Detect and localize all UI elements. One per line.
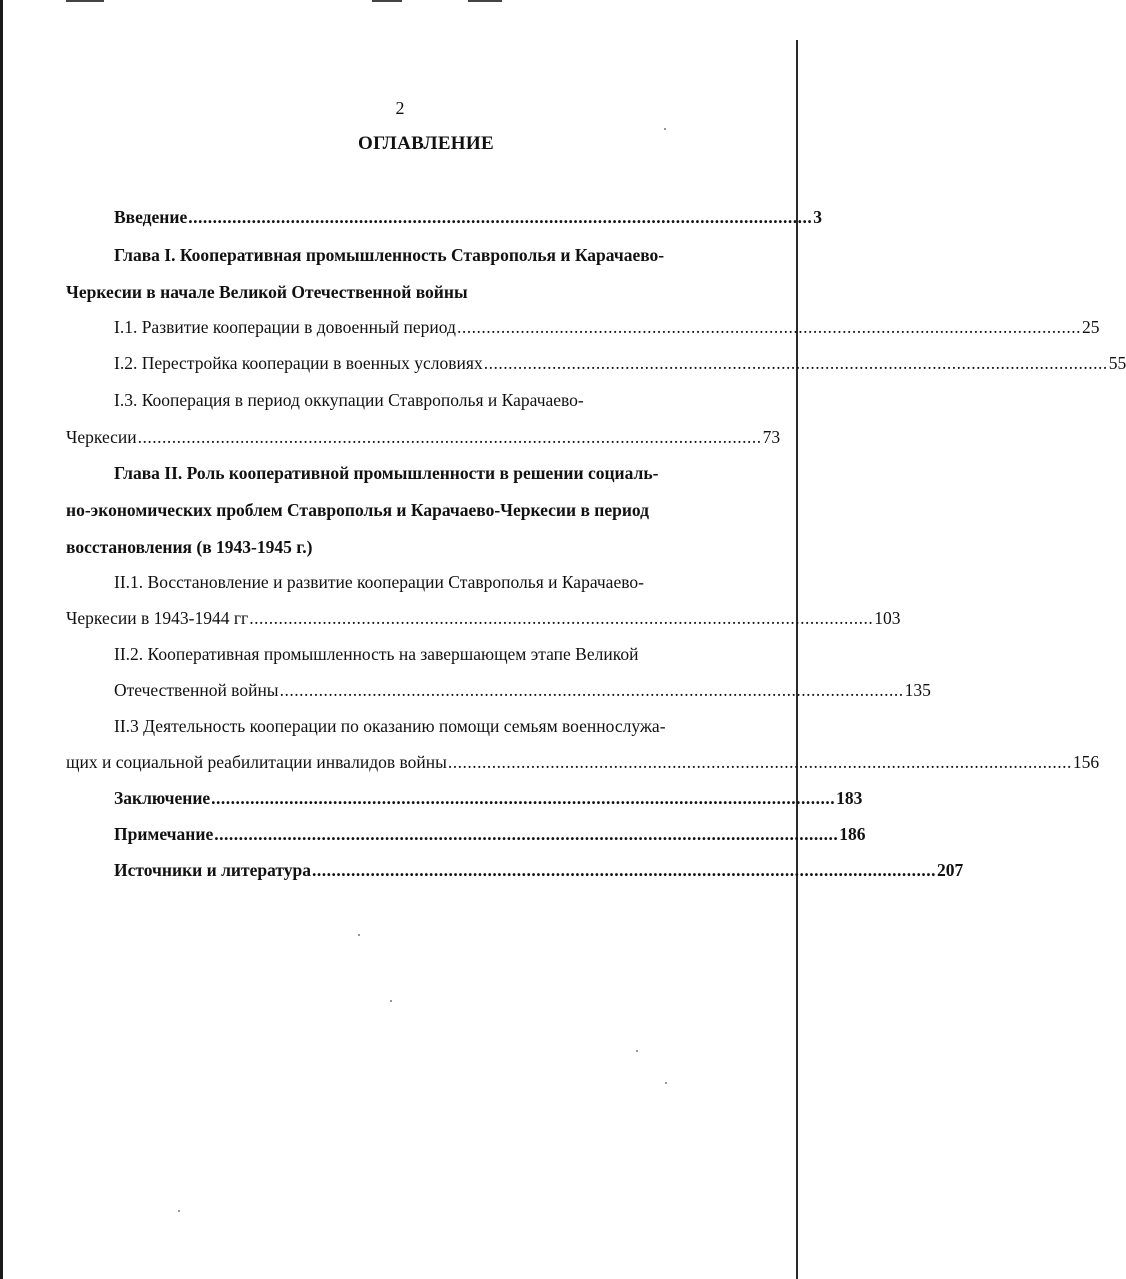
toc-entry-1-1[interactable]	[114, 315, 1100, 339]
toc-entry-label: I.1. Развитие кооперации в довоенный период	[114, 317, 456, 337]
toc-entry-intro[interactable]	[114, 205, 822, 229]
toc-entry-label: Заключение	[114, 788, 211, 808]
toc-leader: ................................................................................................................................	[214, 824, 839, 844]
toc-entry-label: II.3 Деятельность кооперации по оказанию помощи семьям военнослужа-	[114, 716, 666, 736]
toc-chapter-heading-line: Глава II. Роль кооперативной промышленности в решении социаль-	[114, 463, 659, 483]
scan-speck	[358, 934, 360, 936]
toc-chapter-heading-line: но-экономических проблем Ставрополья и Карачаево-Черкесии в период	[66, 500, 650, 520]
scan-speck	[390, 1000, 392, 1002]
scan-top-mark	[66, 0, 104, 2]
toc-page-number: 3	[813, 207, 822, 227]
scan-speck	[178, 1210, 180, 1212]
page-number: 2	[395, 98, 405, 118]
toc-entry-conclusion[interactable]	[114, 786, 863, 810]
toc-entry-2-3[interactable]	[114, 714, 738, 738]
toc-chapter-2-heading-cont[interactable]	[66, 498, 738, 522]
toc-leader: ................................................................................................................................	[211, 788, 836, 808]
toc-leader: ................................................................................................................................	[447, 752, 1072, 772]
toc-entry-1-3[interactable]	[114, 388, 738, 412]
toc-entry-label: Примечание	[114, 824, 214, 844]
toc-leader: ................................................................................................................................	[188, 207, 813, 227]
toc-entry-2-1-cont[interactable]	[66, 606, 901, 630]
toc-chapter-2-heading-cont[interactable]	[66, 535, 738, 559]
toc-leader: ................................................................................................................................	[279, 680, 904, 700]
toc-entry-2-2-cont[interactable]	[114, 678, 931, 702]
toc-entry-label: Отечественной войны	[114, 680, 279, 700]
toc-entry-label: II.1. Восстановление и развитие кооперации Ставрополья и Карачаево-	[114, 572, 644, 592]
toc-entry-2-3-cont[interactable]	[66, 750, 1100, 774]
toc-page-number: 183	[836, 788, 863, 808]
toc-leader: ................................................................................................................................	[137, 427, 762, 447]
toc-page-number: 73	[762, 427, 781, 447]
toc-entry-label: Черкесии в 1943-1944 гг	[66, 608, 249, 628]
scan-speck	[664, 128, 666, 130]
toc-entry-label: щих и социальной реабилитации инвалидов войны	[66, 752, 447, 772]
toc-page-number: 25	[1081, 317, 1100, 337]
toc-chapter-heading-line: Глава I. Кооперативная промышленность Ставрополья и Карачаево-	[114, 245, 665, 265]
toc-entry-1-3-cont[interactable]	[66, 425, 781, 449]
scan-speck	[665, 1082, 667, 1084]
toc-entry-notes[interactable]	[114, 822, 866, 846]
scan-speck	[636, 1050, 638, 1052]
toc-chapter-heading-line: Черкесии в начале Великой Отечественной войны	[66, 282, 468, 302]
scan-left-edge	[0, 0, 3, 1279]
toc-entry-label: I.2. Перестройка кооперации в военных условиях	[114, 353, 483, 373]
toc-page-number: 103	[874, 608, 901, 628]
toc-entry-label: Источники и литература	[114, 860, 311, 880]
toc-entry-label: Черкесии	[66, 427, 137, 447]
toc-entry-2-2[interactable]	[114, 642, 738, 666]
page-title: ОГЛАВЛЕНИЕ	[358, 133, 494, 154]
toc-entry-1-2[interactable]	[114, 351, 1126, 375]
toc-entry-sources[interactable]	[114, 858, 964, 882]
toc-page-number: 135	[904, 680, 931, 700]
toc-chapter-1-heading[interactable]	[114, 243, 738, 267]
scan-top-mark	[468, 0, 502, 2]
toc-leader: ................................................................................................................................	[483, 353, 1108, 373]
toc-chapter-2-heading[interactable]	[114, 461, 738, 485]
toc-leader: ................................................................................................................................	[456, 317, 1081, 337]
toc-page-number: 207	[936, 860, 964, 880]
toc-leader: ................................................................................................................................	[249, 608, 874, 628]
toc-entry-label: I.3. Кооперация в период оккупации Ставрополья и Карачаево-	[114, 390, 584, 410]
toc-page-number: 156	[1072, 752, 1100, 772]
toc-entry-2-1[interactable]	[114, 570, 738, 594]
toc-chapter-heading-line: восстановления (в 1943-1945 г.)	[66, 537, 313, 557]
toc-page-number: 55	[1108, 353, 1126, 373]
toc-page-number: 186	[839, 824, 866, 844]
toc-chapter-1-heading-cont[interactable]	[66, 280, 738, 304]
toc-entry-label: II.2. Кооперативная промышленность на завершающем этапе Великой	[114, 644, 639, 664]
scan-top-mark	[372, 0, 402, 2]
toc-entry-label: Введение	[114, 207, 188, 227]
toc-leader: ................................................................................................................................	[311, 860, 936, 880]
